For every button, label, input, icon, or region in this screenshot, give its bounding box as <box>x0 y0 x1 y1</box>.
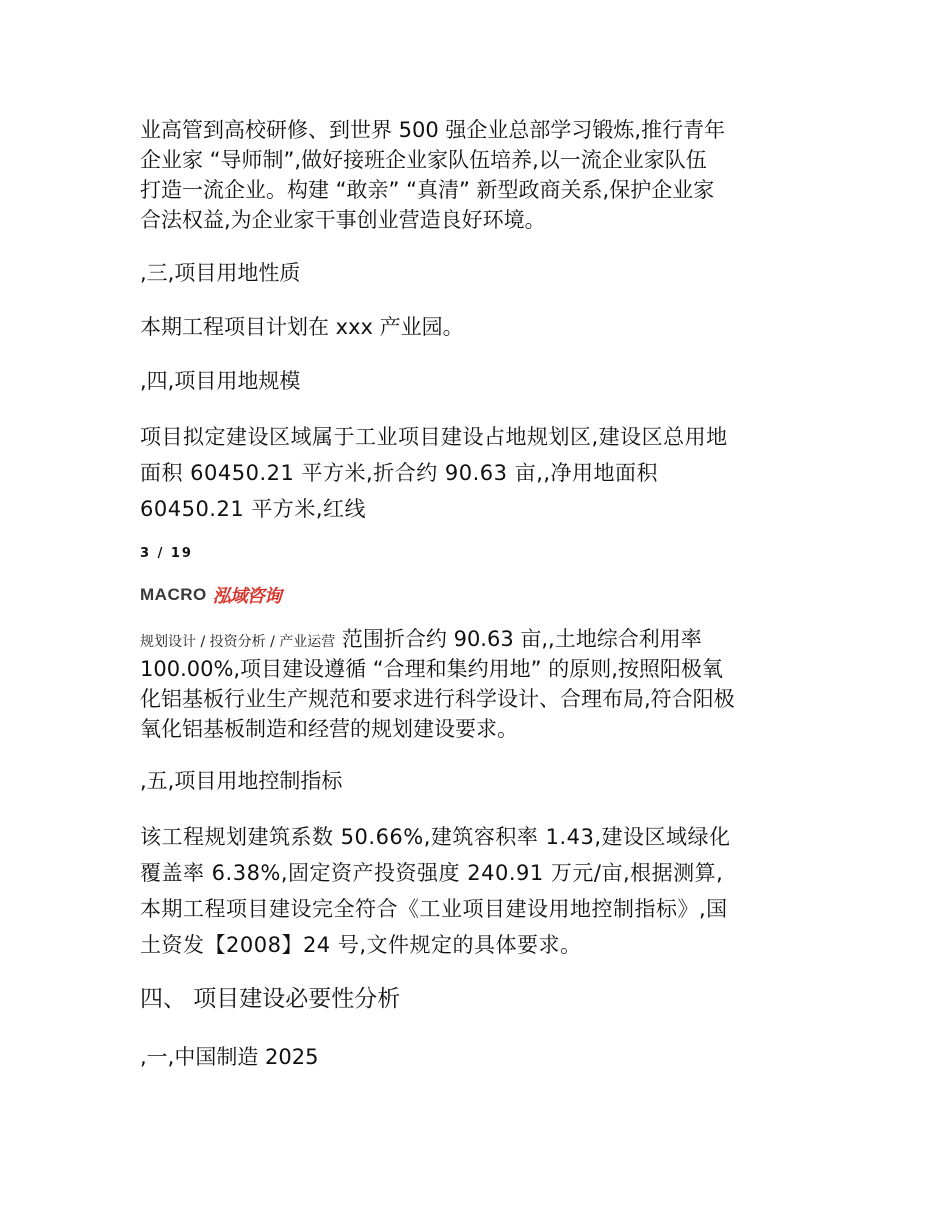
section-heading: 四、 项目建设必要性分析 <box>140 986 401 1012</box>
text-line: 覆盖率 6.38%,固定资产投资强度 240.91 万元/亩,根据测算, <box>140 861 724 885</box>
text-line: 合法权益,为企业家干事创业营造良好环境。 <box>140 208 546 232</box>
services-tagline: 规划设计 / 投资分析 / 产业运营 <box>140 634 336 650</box>
text-line: 企业家 “导师制”,做好接班企业家队伍培养,以一流企业家队伍 <box>140 148 707 172</box>
text-line: 化铝基板行业生产规范和要求进行科学设计、合理布局,符合阳极 <box>140 687 735 711</box>
text-line: 氧化铝基板制造和经营的规划建设要求。 <box>140 717 518 741</box>
company-logo <box>140 582 281 608</box>
text-line: 面积 60450.21 平方米,折合约 90.63 亩,,净用地面积 <box>140 461 659 485</box>
subheading-land-nature: ,三,项目用地性质 <box>140 261 301 285</box>
logo-text-en: MACRO <box>140 585 207 604</box>
text-line: 业高管到高校研修、到世界 500 强企业总部学习锻炼,推行青年 <box>140 118 726 142</box>
text-line: 项目拟定建设区域属于工业项目建设占地规划区,建设区总用地 <box>140 425 728 449</box>
text-line: 本期工程项目建设完全符合《工业项目建设用地控制指标》,国 <box>140 897 728 921</box>
paragraph-land-location: 本期工程项目计划在 xxx 产业园。 <box>140 315 464 339</box>
text-line: 60450.21 平方米,红线 <box>140 497 367 521</box>
text-line: 100.00%,项目建设遵循 “合理和集约用地” 的原则,按照阳极氧 <box>140 657 723 681</box>
logo-text-cn: 泓域咨询 <box>212 586 281 607</box>
subheading-made-in-china: ,一,中国制造 2025 <box>140 1045 319 1069</box>
text-line: 土资发【2008】24 号,文件规定的具体要求。 <box>140 933 582 957</box>
subheading-land-control: ,五,项目用地控制指标 <box>140 769 343 793</box>
subheading-land-scale: ,四,项目用地规模 <box>140 369 301 393</box>
text-line <box>140 624 702 657</box>
page-number: 3 / 19 <box>140 546 193 561</box>
text-fragment: 范围折合约 90.63 亩,,土地综合利用率 <box>335 627 702 651</box>
text-line: 该工程规划建筑系数 50.66%,建筑容积率 1.43,建设区域绿化 <box>140 825 731 849</box>
text-line: 打造一流企业。构建 “敢亲” “真清” 新型政商关系,保护企业家 <box>140 178 715 202</box>
